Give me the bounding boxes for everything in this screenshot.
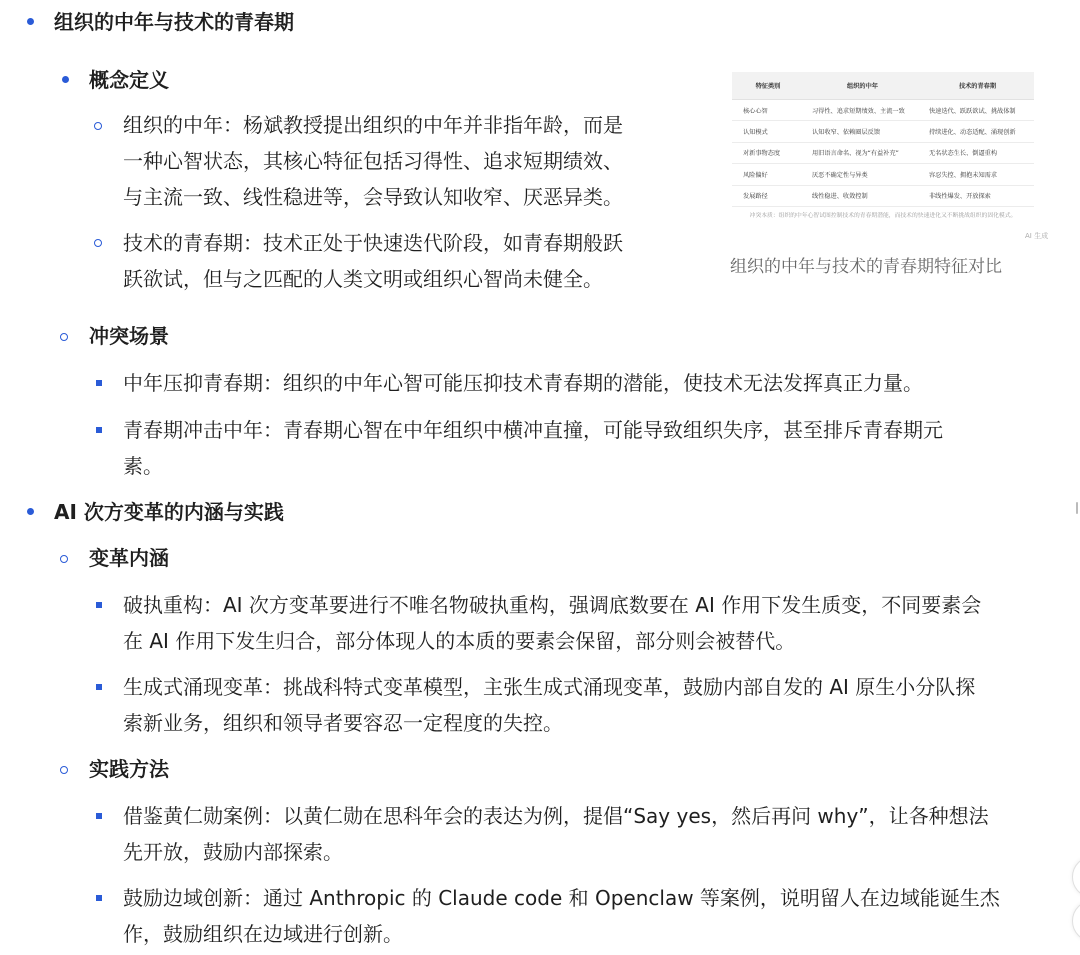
table-header: 特征类别 [732, 72, 804, 100]
table-row: 对新事物态度 用旧语言命名、视为“有益补充” 无名状态生长、倒逼重构 [732, 142, 1034, 163]
bullet-dot [27, 18, 34, 25]
list-item: 借鉴黄仁勋案例：以黄仁勋在思科年会的表达为例，提倡“Say yes，然后再问 why”，让各种想法 先开放，鼓励内部探索。 [123, 804, 989, 864]
comparison-table [732, 72, 1034, 207]
table-header: 组织的中年 [804, 72, 921, 100]
bullet-circle [60, 333, 68, 341]
list-item: 生成式涌现变革：挑战科特式变革模型，主张生成式涌现变革，鼓励内部自发的 AI 原生小分队探 索新业务，组织和领导者要容忍一定程度的失控。 [123, 675, 976, 735]
bullet-circle [94, 239, 102, 247]
comparison-figure[interactable] [732, 72, 1034, 220]
list-item: 技术的青春期：技术正处于快速迭代阶段，如青春期般跃 跃欲试，但与之匹配的人类文明或组织心智尚未健全。 [123, 231, 623, 291]
figure-note: 冲突本质：组织的中年心智试图控制技术的青春期潜能，而技术的快速进化又不断挑战组织的固化模式。 [749, 212, 1017, 219]
scroll-indicator[interactable] [1076, 502, 1078, 514]
bullet-square [96, 813, 102, 819]
bullet-square [96, 380, 102, 386]
subsection-heading: 变革内涵 [89, 546, 169, 570]
bullet-dot [62, 76, 69, 83]
bullet-dot [27, 508, 34, 515]
section-heading: 组织的中年与技术的青春期 [54, 10, 294, 34]
subsection-heading: 实践方法 [89, 757, 169, 781]
bullet-square [96, 602, 102, 608]
subsection-heading: 冲突场景 [89, 324, 169, 348]
floating-action-button[interactable] [1072, 856, 1080, 898]
bullet-square [96, 684, 102, 690]
list-item: 组织的中年：杨斌教授提出组织的中年并非指年龄，而是 一种心智状态，其核心特征包括习得性、追求短期绩效、 与主流一致、线性稳进等，会导致认知收窄、厌恶异类。 [123, 113, 623, 209]
table-row: 认知模式 认知收窄、依赖圈层反馈 持续进化、动态适配、涌现创新 [732, 121, 1034, 142]
bullet-circle [94, 122, 102, 130]
ai-generated-badge: AI 生成 [1025, 232, 1049, 240]
bullet-circle [60, 555, 68, 563]
section-heading: AI 次方变革的内涵与实践 [54, 500, 284, 524]
subsection-heading: 概念定义 [89, 68, 169, 92]
table-header-row [732, 72, 1034, 100]
table-row: 核心心智 习得性、追求短期绩效、主流一致 快速迭代、跃跃欲试、挑战体制 [732, 100, 1034, 121]
list-item: 鼓励边域创新：通过 Anthropic 的 Claude code 和 Openclaw 等案例，说明留人在边域能诞生杰 作，鼓励组织在边域进行创新。 [123, 886, 1000, 946]
bullet-circle [60, 766, 68, 774]
list-item: 青春期冲击中年：青春期心智在中年组织中横冲直撞，可能导致组织失序，甚至排斥青春期元 素。 [123, 418, 943, 478]
table-header: 技术的青春期 [921, 72, 1034, 100]
list-item: 中年压抑青春期：组织的中年心智可能压抑技术青春期的潜能，使技术无法发挥真正力量。 [123, 371, 923, 395]
figure-caption: 组织的中年与技术的青春期特征对比 [730, 257, 1002, 277]
table-row: 风险偏好 厌恶不确定性与异类 容忍失控、拥抱未知需求 [732, 164, 1034, 185]
list-item: 破执重构：AI 次方变革要进行不唯名物破执重构，强调底数要在 AI 作用下发生质变，不同要素会 在 AI 作用下发生归合，部分体现人的本质的要素会保留，部分则会被替代。 [123, 593, 982, 653]
bullet-square [96, 427, 102, 433]
table-row: 发展路径 线性稳进、收敛控制 非线性爆发、开放探索 [732, 185, 1034, 206]
bullet-square [96, 895, 102, 901]
floating-action-button[interactable] [1072, 900, 1080, 942]
